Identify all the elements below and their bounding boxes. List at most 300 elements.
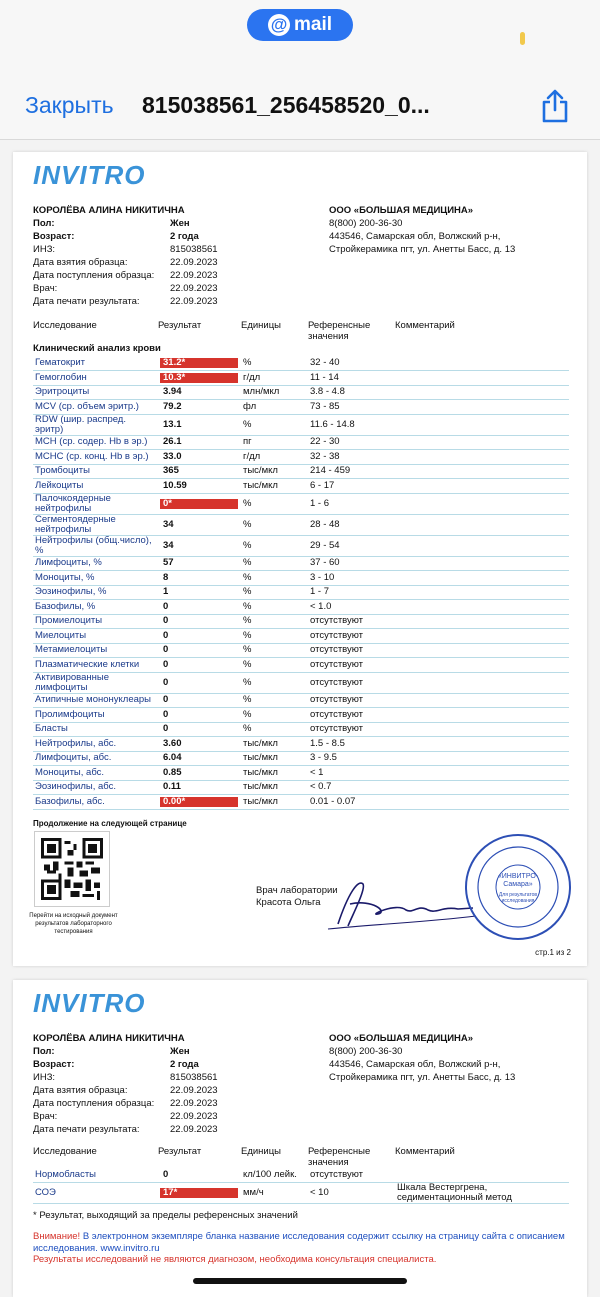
row-value <box>158 766 241 781</box>
lab-info <box>329 204 549 256</box>
row-reference: 37 - 60 <box>308 556 395 571</box>
table-row <box>33 629 569 644</box>
qr-caption: Перейти на исходный документ результатов лабораторного тестирования <box>29 913 118 935</box>
row-name: Сегментоядерные нейтрофилы <box>33 514 158 535</box>
value: 79.2 <box>163 400 182 412</box>
row-reference: 214 - 459 <box>308 464 395 479</box>
row-value <box>158 479 241 494</box>
sex-label: Пол: <box>33 218 55 229</box>
row-comment <box>395 571 569 586</box>
table-row <box>33 693 569 708</box>
table-row <box>33 722 569 737</box>
row-unit: фл <box>241 400 308 415</box>
svg-text:исследования: исследования <box>501 898 535 904</box>
value: 0 <box>163 600 169 612</box>
age-label: Возраст: <box>33 231 75 242</box>
row-reference: 6 - 17 <box>308 479 395 494</box>
row-value <box>158 464 241 479</box>
col-study: Исследование <box>33 1146 97 1157</box>
page-number: стр.1 из 2 <box>535 948 571 957</box>
table-row <box>33 556 569 571</box>
table-row <box>33 614 569 629</box>
row-name: Палочкоядерные нейтрофилы <box>33 493 158 514</box>
row-reference: 11.6 - 14.8 <box>308 414 395 435</box>
row-unit: % <box>241 693 308 708</box>
lab-address: 443546, Самарская обл, Волжский р-н, Стройкерамика пгт, ул. Анетты Басс, д. 13 <box>329 1059 516 1083</box>
row-value <box>158 780 241 795</box>
invitro-logo: INVITRO <box>33 160 146 190</box>
row-unit: тыс/мкл <box>241 479 308 494</box>
row-reference: < 0.7 <box>308 780 395 795</box>
row-comment <box>395 464 569 479</box>
age-label: Возраст: <box>33 1059 75 1070</box>
row-unit: тыс/мкл <box>241 751 308 766</box>
value: 0 <box>163 723 169 735</box>
table-row <box>33 385 569 400</box>
doctor-label: Врач: <box>33 1111 58 1122</box>
doctor-role: Врач лаборатории <box>256 885 338 896</box>
row-unit: г/дл <box>241 450 308 465</box>
table-header <box>33 320 573 342</box>
lab-phone: 8(800) 200-36-30 <box>329 1046 403 1057</box>
row-value <box>158 585 241 600</box>
row-value <box>158 356 241 371</box>
row-unit: % <box>241 614 308 629</box>
row-name: СОЭ <box>33 1183 158 1204</box>
sample-date-label: Дата взятия образца: <box>33 1085 128 1096</box>
value: 0 <box>163 676 169 688</box>
age-value: 2 года <box>170 1059 199 1070</box>
row-reference: 32 - 40 <box>308 356 395 371</box>
table-row <box>33 1168 569 1183</box>
row-comment <box>395 766 569 781</box>
warning-text: В электронном экземпляре бланка название исследования содержит ссылку на страницу сайта с описанием исследования. <box>33 1231 565 1254</box>
table-row <box>33 371 569 386</box>
close-button[interactable]: Закрыть <box>25 92 114 118</box>
row-comment <box>395 371 569 386</box>
row-value <box>158 435 241 450</box>
row-name: Гемоглобин <box>33 371 158 386</box>
row-comment <box>395 450 569 465</box>
patient-info <box>33 1032 218 1136</box>
sex-value: Жен <box>170 218 190 229</box>
receipt-date-label: Дата поступления образца: <box>33 1098 155 1109</box>
row-value <box>158 571 241 586</box>
row-name: Моноциты, абс. <box>33 766 158 781</box>
flagged-value: 10.3* <box>160 373 238 383</box>
row-comment <box>395 400 569 415</box>
row-value <box>158 414 241 435</box>
row-name: Лимфоциты, абс. <box>33 751 158 766</box>
table-row <box>33 708 569 723</box>
row-comment <box>395 629 569 644</box>
receipt-date-label: Дата поступления образца: <box>33 270 155 281</box>
print-date-value: 22.09.2023 <box>170 296 218 307</box>
row-unit: кл/100 лейк. <box>241 1168 308 1183</box>
table-row <box>33 493 569 514</box>
sample-date-value: 22.09.2023 <box>170 257 218 268</box>
table-row <box>33 585 569 600</box>
flagged-value: 17* <box>160 1188 238 1198</box>
row-reference: отсутствуют <box>308 708 395 723</box>
doctor-value: 22.09.2023 <box>170 283 218 294</box>
value: 0 <box>163 694 169 706</box>
row-name: Базофилы, % <box>33 600 158 615</box>
row-reference: отсутствуют <box>308 672 395 693</box>
inz-value: 815038561 <box>170 1072 218 1083</box>
inz-label: ИНЗ: <box>33 244 56 255</box>
table-row <box>33 1183 569 1204</box>
share-icon[interactable] <box>539 88 571 124</box>
row-name: Активированные лимфоциты <box>33 672 158 693</box>
row-name: MCV (ср. объем эритр.) <box>33 400 158 415</box>
row-comment <box>395 435 569 450</box>
row-value <box>158 450 241 465</box>
row-comment <box>395 479 569 494</box>
row-value <box>158 1183 241 1204</box>
doctor-name: Красота Ольга <box>256 897 321 908</box>
value: 0 <box>163 629 169 641</box>
value: 13.1 <box>163 418 182 430</box>
inz-value: 815038561 <box>170 244 218 255</box>
row-comment <box>395 795 569 810</box>
receipt-date-value: 22.09.2023 <box>170 1098 218 1109</box>
footnote: * Результат, выходящий за пределы референсных значений <box>33 1210 298 1221</box>
row-reference: отсутствуют <box>308 722 395 737</box>
table-row <box>33 535 569 556</box>
table-row <box>33 600 569 615</box>
patient-info <box>33 204 218 308</box>
row-comment <box>395 535 569 556</box>
row-reference: отсутствуют <box>308 643 395 658</box>
row-comment <box>395 708 569 723</box>
row-unit: % <box>241 658 308 673</box>
row-reference: 73 - 85 <box>308 400 395 415</box>
qr-code[interactable] <box>35 832 109 906</box>
results-table-2 <box>33 1168 569 1204</box>
table-row <box>33 737 569 752</box>
table-row <box>33 400 569 415</box>
row-comment <box>395 385 569 400</box>
lab-address: 443546, Самарская обл, Волжский р-н, Стройкерамика пгт, ул. Анетты Басс, д. 13 <box>329 231 516 255</box>
row-reference: 0.01 - 0.07 <box>308 795 395 810</box>
row-reference: 32 - 38 <box>308 450 395 465</box>
table-row <box>33 672 569 693</box>
row-comment: Шкала Вестергрена, седиментационный метод <box>395 1183 569 1204</box>
row-unit: % <box>241 356 308 371</box>
row-unit: % <box>241 571 308 586</box>
row-reference: 1 - 6 <box>308 493 395 514</box>
value: 0 <box>163 658 169 670</box>
row-name: Тромбоциты <box>33 464 158 479</box>
value: 0 <box>163 1169 169 1180</box>
value: 1 <box>163 586 169 598</box>
sex-value: Жен <box>170 1046 190 1057</box>
row-unit: % <box>241 514 308 535</box>
row-unit: % <box>241 585 308 600</box>
row-name: Плазматические клетки <box>33 658 158 673</box>
disclaimer: Результаты исследований не являются диагнозом, необходима консультация специалиста. <box>33 1254 437 1265</box>
value: 3.60 <box>163 737 182 749</box>
col-units: Единицы <box>241 320 282 331</box>
row-value <box>158 556 241 571</box>
row-comment <box>395 672 569 693</box>
row-comment <box>395 585 569 600</box>
row-comment <box>395 751 569 766</box>
value: 0 <box>163 644 169 656</box>
row-reference: отсутствуют <box>308 614 395 629</box>
flagged-value: 31.2* <box>160 358 238 368</box>
table-row <box>33 435 569 450</box>
row-name: Нормобласты <box>33 1168 158 1183</box>
row-comment <box>395 780 569 795</box>
value: 8 <box>163 571 169 583</box>
at-icon: @ <box>268 14 290 36</box>
lab-info <box>329 1032 549 1084</box>
value: 0.11 <box>163 781 181 793</box>
row-name: MCH (ср. содер. Hb в эр.) <box>33 435 158 450</box>
row-name: Миелоциты <box>33 629 158 644</box>
value: 0 <box>163 615 169 627</box>
table-row <box>33 751 569 766</box>
table-row <box>33 571 569 586</box>
row-value <box>158 614 241 629</box>
col-result: Результат <box>158 320 202 331</box>
row-reference: < 10 <box>308 1183 395 1204</box>
age-value: 2 года <box>170 231 199 242</box>
sex-label: Пол: <box>33 1046 55 1057</box>
row-reference: 3 - 10 <box>308 571 395 586</box>
results-table <box>33 356 569 810</box>
row-name: Лейкоциты <box>33 479 158 494</box>
value: 0 <box>163 708 169 720</box>
col-study: Исследование <box>33 320 97 331</box>
row-unit: тыс/мкл <box>241 795 308 810</box>
lab-stamp-image <box>463 832 573 942</box>
row-name: Атипичные мононуклеары <box>33 693 158 708</box>
doctor-value: 22.09.2023 <box>170 1111 218 1122</box>
row-reference: отсутствуют <box>308 629 395 644</box>
row-comment <box>395 658 569 673</box>
row-name: Гематокрит <box>33 356 158 371</box>
file-name: 815038561_256458520_0... <box>142 92 430 118</box>
value: 34 <box>163 518 174 530</box>
warning-label: Внимание! <box>33 1231 81 1242</box>
patient-name: КОРОЛЁВА АЛИНА НИКИТИЧНА <box>33 205 185 216</box>
svg-text:Для результатов: Для результатов <box>498 892 538 898</box>
row-unit: % <box>241 600 308 615</box>
col-reference: Референсные значения <box>308 1146 371 1168</box>
lab-phone: 8(800) 200-36-30 <box>329 218 403 229</box>
table-row <box>33 464 569 479</box>
status-dot <box>520 32 525 45</box>
value: 34 <box>163 539 174 551</box>
row-value <box>158 1168 241 1183</box>
row-reference: отсутствуют <box>308 1168 395 1183</box>
report-page-2 <box>13 980 587 1297</box>
col-comment: Комментарий <box>395 320 455 331</box>
warning-note <box>33 1231 573 1255</box>
viewer-header <box>0 0 600 140</box>
row-name: Пролимфоциты <box>33 708 158 723</box>
row-unit: тыс/мкл <box>241 780 308 795</box>
row-name: Эозинофилы, абс. <box>33 780 158 795</box>
inz-label: ИНЗ: <box>33 1072 56 1083</box>
row-name: Бласты <box>33 722 158 737</box>
row-value <box>158 385 241 400</box>
table-row <box>33 780 569 795</box>
row-reference: 3.8 - 4.8 <box>308 385 395 400</box>
signature-image <box>318 874 478 934</box>
row-name: Лимфоциты, % <box>33 556 158 571</box>
home-indicator[interactable] <box>193 1278 407 1284</box>
row-comment <box>395 737 569 752</box>
row-value <box>158 693 241 708</box>
continued-note: Продолжение на следующей странице <box>33 819 187 828</box>
print-date-label: Дата печати результата: <box>33 296 140 307</box>
doctor-label: Врач: <box>33 283 58 294</box>
row-name: RDW (шир. распред. эритр) <box>33 414 158 435</box>
row-unit: пг <box>241 435 308 450</box>
row-value <box>158 400 241 415</box>
row-value <box>158 722 241 737</box>
row-comment <box>395 722 569 737</box>
table-row <box>33 414 569 435</box>
row-reference: 29 - 54 <box>308 535 395 556</box>
sample-date-value: 22.09.2023 <box>170 1085 218 1096</box>
row-unit: % <box>241 535 308 556</box>
row-value <box>158 629 241 644</box>
row-name: Нейтрофилы (общ.число), % <box>33 535 158 556</box>
value: 33.0 <box>163 450 182 462</box>
row-reference: 1 - 7 <box>308 585 395 600</box>
row-reference: 1.5 - 8.5 <box>308 737 395 752</box>
table-row <box>33 643 569 658</box>
table-row <box>33 766 569 781</box>
row-comment <box>395 514 569 535</box>
row-unit: % <box>241 643 308 658</box>
row-reference: 22 - 30 <box>308 435 395 450</box>
row-name: Метамиелоциты <box>33 643 158 658</box>
row-unit: % <box>241 708 308 723</box>
row-name: MCHC (ср. конц. Hb в эр.) <box>33 450 158 465</box>
col-result: Результат <box>158 1146 202 1157</box>
row-value <box>158 514 241 535</box>
value: 6.04 <box>163 752 182 764</box>
row-value <box>158 535 241 556</box>
row-comment <box>395 414 569 435</box>
row-reference: < 1.0 <box>308 600 395 615</box>
row-value <box>158 371 241 386</box>
lab-name: ООО «БОЛЬШАЯ МЕДИЦИНА» <box>329 1033 474 1044</box>
row-name: Нейтрофилы, абс. <box>33 737 158 752</box>
row-unit: тыс/мкл <box>241 464 308 479</box>
value: 57 <box>163 557 174 569</box>
table-row <box>33 658 569 673</box>
row-value <box>158 658 241 673</box>
row-value <box>158 751 241 766</box>
value: 26.1 <box>163 436 182 448</box>
row-value <box>158 672 241 693</box>
mail-button[interactable] <box>247 9 353 41</box>
row-unit: г/дл <box>241 371 308 386</box>
row-unit: % <box>241 722 308 737</box>
row-value <box>158 708 241 723</box>
row-unit: % <box>241 493 308 514</box>
row-unit: млн/мкл <box>241 385 308 400</box>
row-value <box>158 493 241 514</box>
row-comment <box>395 1168 569 1183</box>
flagged-value: 0* <box>160 499 238 509</box>
row-unit: % <box>241 414 308 435</box>
row-comment <box>395 556 569 571</box>
row-reference: отсутствуют <box>308 658 395 673</box>
sample-date-label: Дата взятия образца: <box>33 257 128 268</box>
print-date-label: Дата печати результата: <box>33 1124 140 1135</box>
value: 10.59 <box>163 479 187 491</box>
row-reference: < 1 <box>308 766 395 781</box>
svg-text:«ИНВИТРО-: «ИНВИТРО- <box>497 873 539 880</box>
row-unit: тыс/мкл <box>241 766 308 781</box>
row-reference: 3 - 9.5 <box>308 751 395 766</box>
row-comment <box>395 493 569 514</box>
row-unit: мм/ч <box>241 1183 308 1204</box>
row-value <box>158 737 241 752</box>
table-row <box>33 356 569 371</box>
mail-label: mail <box>293 14 333 35</box>
row-comment <box>395 643 569 658</box>
value: 365 <box>163 465 179 477</box>
row-reference: 11 - 14 <box>308 371 395 386</box>
row-unit: % <box>241 672 308 693</box>
row-comment <box>395 600 569 615</box>
row-name: Эритроциты <box>33 385 158 400</box>
patient-name: КОРОЛЁВА АЛИНА НИКИТИЧНА <box>33 1033 185 1044</box>
table-row <box>33 479 569 494</box>
row-name: Эозинофилы, % <box>33 585 158 600</box>
table-row <box>33 514 569 535</box>
value: 3.94 <box>163 386 182 398</box>
row-unit: % <box>241 556 308 571</box>
row-value <box>158 600 241 615</box>
row-name: Промиелоциты <box>33 614 158 629</box>
row-value <box>158 643 241 658</box>
value: 0.85 <box>163 766 182 778</box>
row-name: Базофилы, абс. <box>33 795 158 810</box>
report-page-1 <box>13 152 587 966</box>
row-value <box>158 795 241 810</box>
col-comment: Комментарий <box>395 1146 455 1157</box>
section-title: Клинический анализ крови <box>33 343 161 354</box>
row-reference: 28 - 48 <box>308 514 395 535</box>
row-comment <box>395 614 569 629</box>
table-row <box>33 795 569 810</box>
col-units: Единицы <box>241 1146 282 1157</box>
svg-text:Самара»: Самара» <box>503 881 533 888</box>
col-reference: Референсные значения <box>308 320 371 342</box>
row-name: Моноциты, % <box>33 571 158 586</box>
flagged-value: 0.00* <box>160 797 238 807</box>
print-date-value: 22.09.2023 <box>170 1124 218 1135</box>
lab-name: ООО «БОЛЬШАЯ МЕДИЦИНА» <box>329 205 474 216</box>
invitro-link[interactable]: www.invitro.ru <box>100 1243 160 1254</box>
invitro-logo: INVITRO <box>33 988 146 1018</box>
table-header <box>33 1146 573 1168</box>
row-reference: отсутствуют <box>308 693 395 708</box>
table-row <box>33 450 569 465</box>
receipt-date-value: 22.09.2023 <box>170 270 218 281</box>
row-unit: % <box>241 629 308 644</box>
